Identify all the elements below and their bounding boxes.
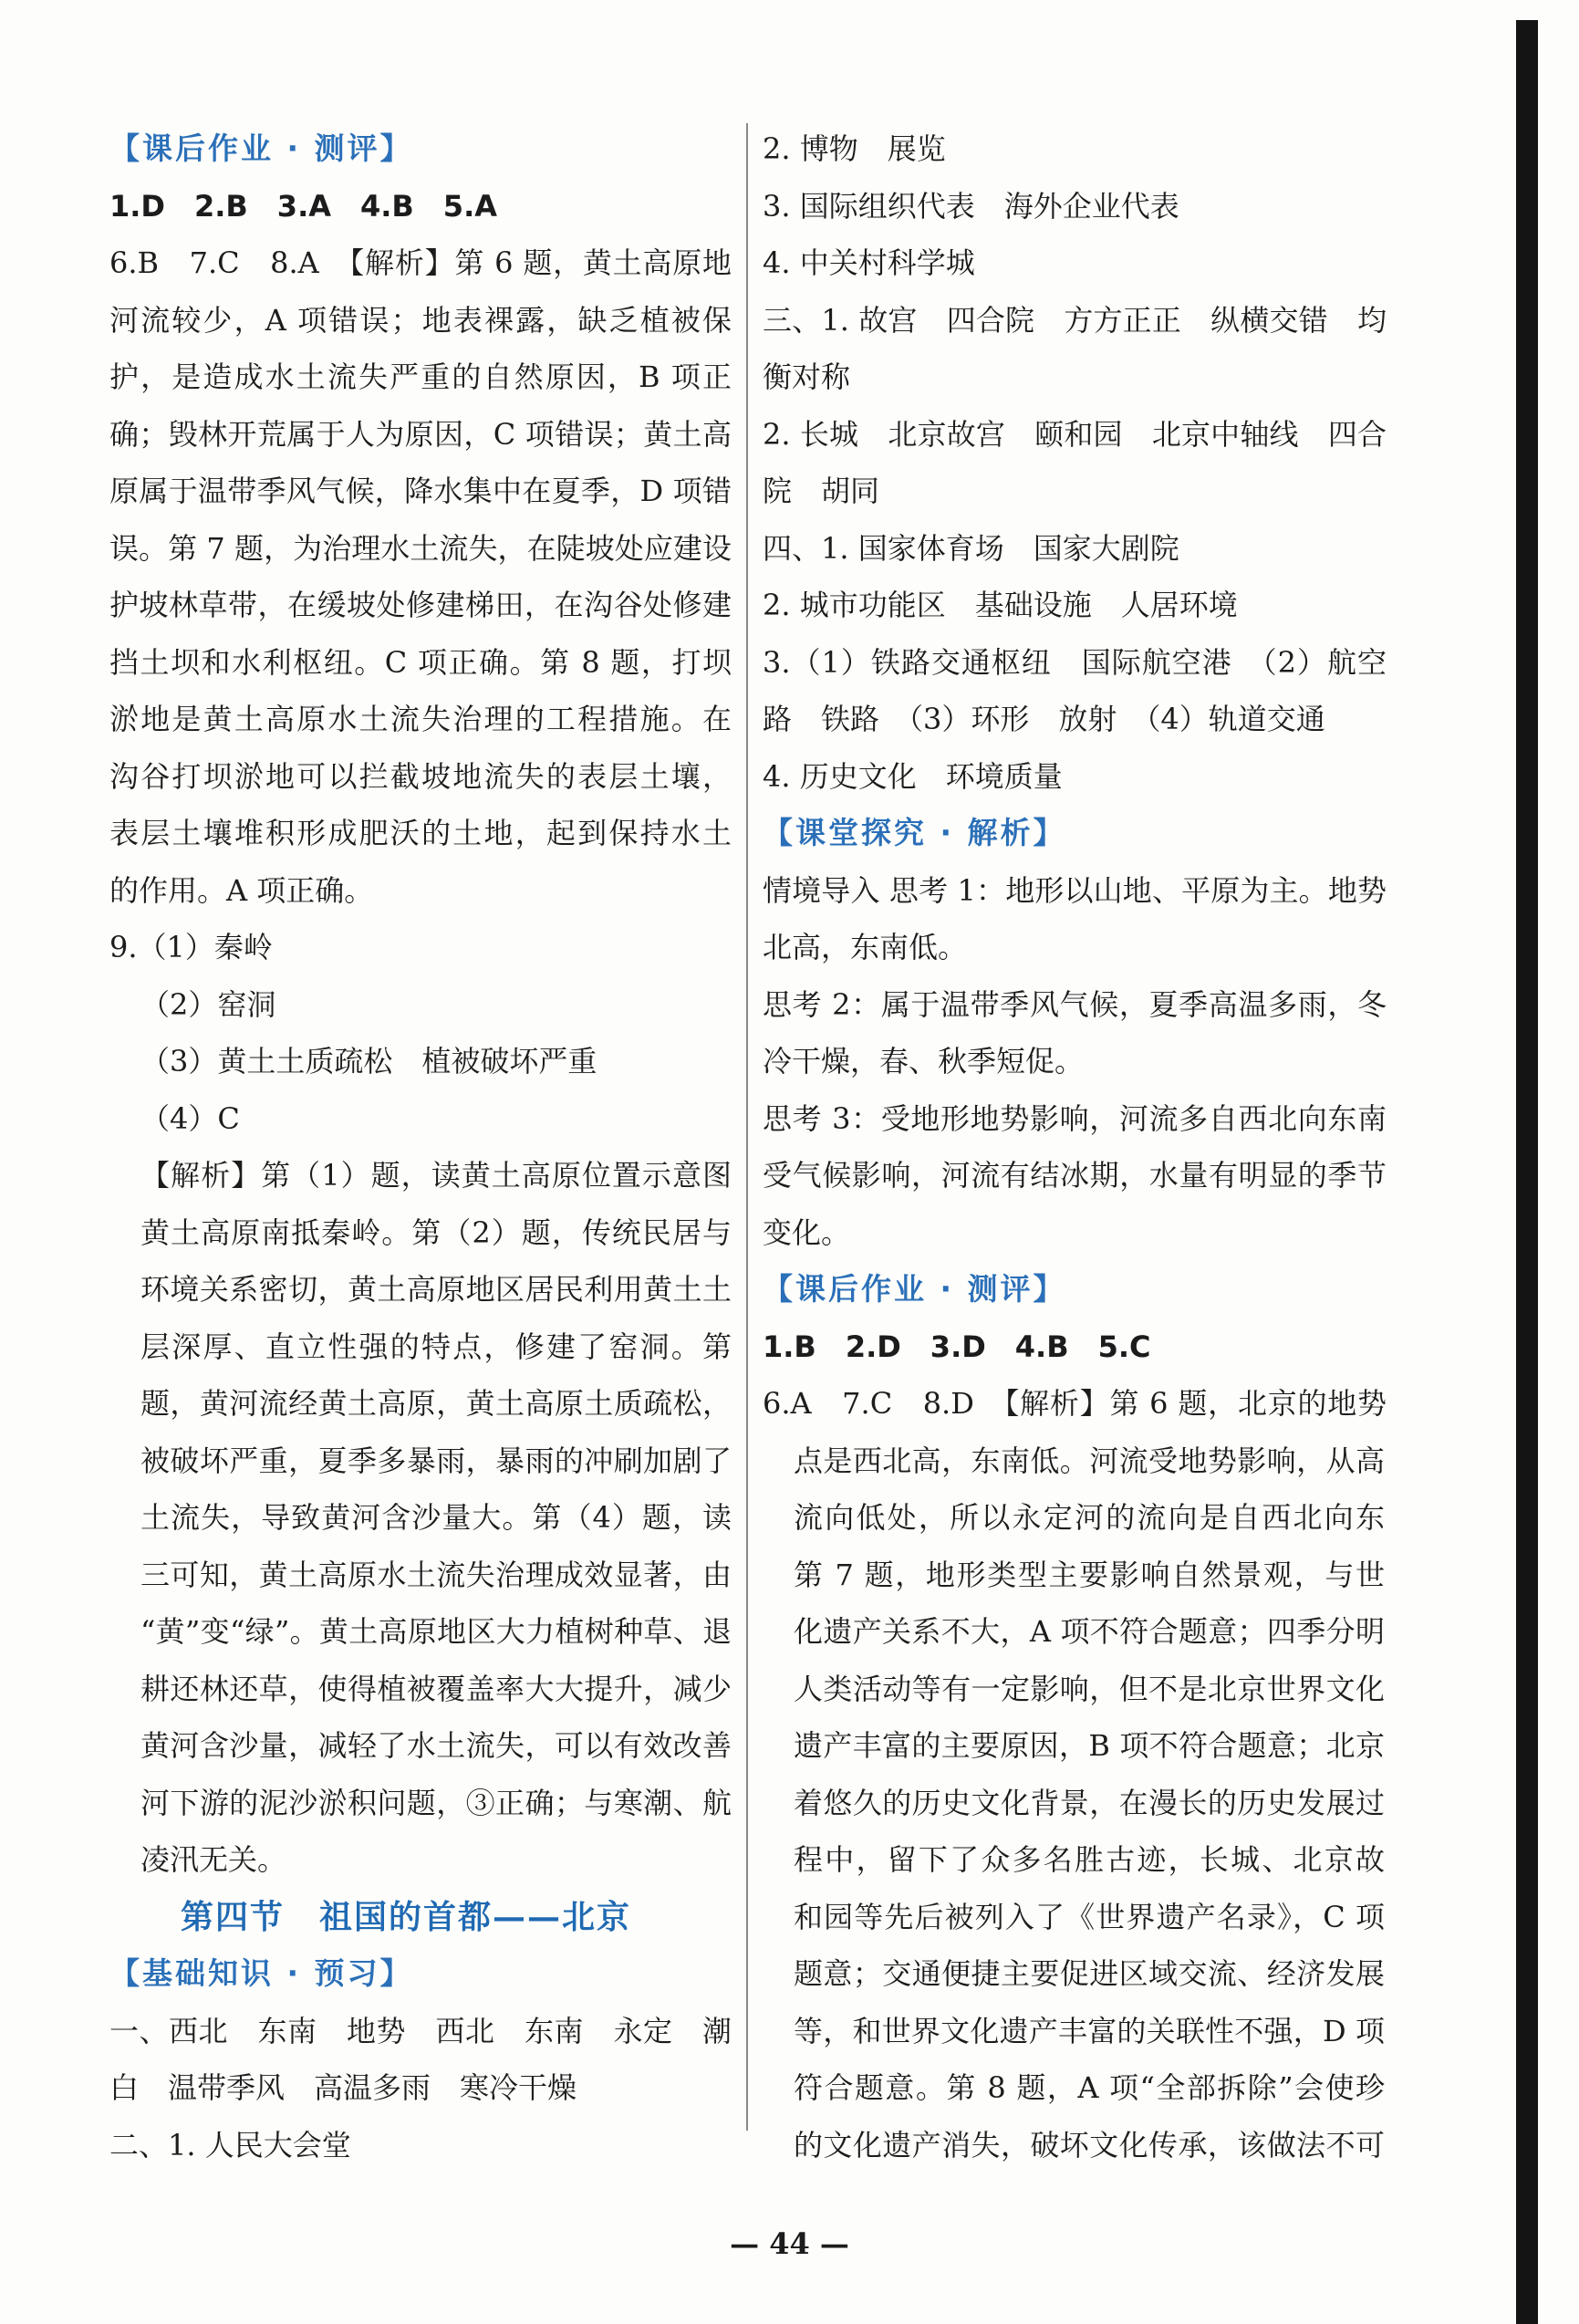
explanation-line: 层深厚、直立性强的特点，修建了窑洞。第 bbox=[140, 1329, 732, 1364]
explanation-line: 的作用。A 项正确。 bbox=[109, 872, 374, 908]
explanation-line: 题意；交通便捷主要促进区域交流、经济发展 bbox=[794, 1956, 1385, 1991]
column-divider bbox=[746, 123, 748, 2131]
answer-line: （4）C bbox=[140, 1100, 240, 1136]
answer-line: 院 胡同 bbox=[763, 474, 880, 508]
explanation-line: 思考 2：属于温带季风气候，夏季高温多雨，冬 bbox=[763, 986, 1387, 1022]
explanation-line: 沟谷打坝淤地可以拦截坡地流失的表层土壤， bbox=[109, 758, 732, 794]
explanation-line: 环境关系密切，黄土高原地区居民利用黄土土 bbox=[140, 1272, 732, 1307]
explanation-line: 第 7 题，地形类型主要影响自然景观，与世 bbox=[794, 1557, 1385, 1592]
explanation-line: 【解析】第（1）题，读黄土高原位置示意图 bbox=[140, 1158, 732, 1193]
section-title-beijing: 第四节 祖国的首都——北京 bbox=[181, 1897, 632, 1936]
page-edge-shadow bbox=[1516, 20, 1538, 2324]
explanation-line: 人类活动等有一定影响，但不是北京世界文化 bbox=[794, 1671, 1385, 1706]
answer-line: 路 铁路 （3）环形 放射 （4）轨道交通 bbox=[763, 702, 1325, 736]
answer-line: 6.A 7.C 8.D 【解析】第 6 题，北京的地势 bbox=[763, 1386, 1387, 1421]
answer-line: （3）黄土土质疏松 植被破坏严重 bbox=[140, 1044, 597, 1079]
explanation-line: 表层土壤堆积形成肥沃的土地，起到保持水土 bbox=[109, 816, 732, 850]
answer-line: 2. 城市功能区 基础设施 人居环境 bbox=[763, 588, 1238, 622]
explanation-line: 耕还林还草，使得植被覆盖率大大提升，减少 bbox=[140, 1671, 732, 1706]
answer-line: 1.D 2.B 3.A 4.B 5.A bbox=[109, 188, 497, 224]
explanation-line: 思考 3：受地形地势影响，河流多自西北向东南 bbox=[763, 1100, 1387, 1136]
answer-line: 一、西北 东南 地势 西北 东南 永定 潮 bbox=[109, 2013, 732, 2048]
answer-line: 1.B 2.D 3.D 4.B 5.C bbox=[763, 1329, 1151, 1364]
explanation-line: 河流较少，A 项错误；地表裸露，缺乏植被保 bbox=[109, 302, 732, 338]
explanation-line: 流向低处，所以永定河的流向是自西北向东 bbox=[794, 1500, 1385, 1535]
explanation-line: 挡土坝和水利枢纽。C 项正确。第 8 题，打坝 bbox=[109, 644, 732, 680]
left-column bbox=[109, 120, 732, 2173]
explanation-line: 等，和世界文化遗产丰富的关联性不强，D 项 bbox=[794, 2013, 1385, 2048]
answer-line: 三、1. 故宫 四合院 方方正正 纵横交错 均 bbox=[763, 302, 1387, 338]
section-header-basic-knowledge: 【基础知识 · 预习】 bbox=[109, 1955, 413, 1991]
right-column bbox=[763, 120, 1387, 2173]
answer-line: 3. 国际组织代表 海外企业代表 bbox=[763, 188, 1179, 224]
explanation-line: 确；毁林开荒属于人为原因，C 项错误；黄土高 bbox=[109, 416, 732, 452]
explanation-line: 护坡林草带，在缓坡处修建梯田，在沟谷处修建 bbox=[109, 588, 732, 622]
answer-line: 9.（1）秦岭 bbox=[109, 930, 273, 964]
explanation-line: 程中，留下了众多名胜古迹，长城、北京故 bbox=[794, 1842, 1385, 1877]
explanation-line: 被破坏严重，夏季多暴雨，暴雨的冲刷加剧了 bbox=[140, 1443, 732, 1478]
answer-line: 2. 长城 北京故宫 颐和园 北京中轴线 四合 bbox=[763, 416, 1387, 452]
answer-line: （2）窑洞 bbox=[140, 986, 276, 1022]
answer-line: 二、1. 人民大会堂 bbox=[109, 2127, 351, 2162]
explanation-line: 土流失，导致黄河含沙量大。第（4）题，读 bbox=[140, 1500, 732, 1535]
answer-line: 白 温带季风 高温多雨 寒冷干燥 bbox=[109, 2070, 577, 2105]
answer-line: 6.B 7.C 8.A 【解析】第 6 题，黄土高原地 bbox=[109, 245, 732, 280]
answer-line: 2. 博物 展览 bbox=[763, 131, 946, 166]
answer-line: 4. 历史文化 环境质量 bbox=[763, 758, 1063, 794]
section-header-homework-eval: 【课后作业 · 测评】 bbox=[109, 130, 413, 166]
explanation-line: 和园等先后被列入了《世界遗产名录》，C 项 bbox=[794, 1899, 1385, 1934]
answer-line: 3.（1）铁路交通枢纽 国际航空港 （2）航空 bbox=[763, 644, 1387, 680]
explanation-line: 情境导入 思考 1：地形以山地、平原为主。地势 bbox=[763, 872, 1387, 908]
answer-line: 衡对称 bbox=[763, 360, 851, 394]
explanation-line: 北高，东南低。 bbox=[763, 930, 968, 964]
section-header-homework-eval-2: 【课后作业 · 测评】 bbox=[763, 1271, 1066, 1307]
explanation-line: 三可知，黄土高原水土流失治理成效显著，由 bbox=[140, 1557, 732, 1592]
explanation-line: 的文化遗产消失，破坏文化传承，该做法不可 bbox=[794, 2127, 1385, 2162]
explanation-line: 河下游的泥沙淤积问题，③正确；与寒潮、航 bbox=[140, 1785, 732, 1820]
explanation-line: 遗产丰富的主要原因，B 项不符合题意；北京 bbox=[794, 1728, 1385, 1763]
explanation-line: 变化。 bbox=[763, 1214, 851, 1250]
explanation-line: 化遗产关系不大，A 项不符合题意；四季分明 bbox=[794, 1614, 1385, 1649]
explanation-line: 黄河含沙量，减轻了水土流失，可以有效改善 bbox=[140, 1728, 732, 1763]
answer-line: 四、1. 国家体育场 国家大剧院 bbox=[763, 530, 1179, 566]
explanation-line: 淤地是黄土高原水土流失治理的工程措施。在 bbox=[109, 702, 732, 736]
explanation-line: 误。第 7 题，为治理水土流失，在陡坡处应建设 bbox=[109, 530, 732, 566]
explanation-line: 凌汛无关。 bbox=[140, 1842, 287, 1877]
explanation-line: 护，是造成水土流失严重的自然原因，B 项正 bbox=[109, 360, 732, 394]
explanation-line: 点是西北高，东南低。河流受地势影响，从高 bbox=[794, 1443, 1385, 1478]
explanation-line: 黄土高原南抵秦岭。第（2）题，传统民居与 bbox=[140, 1214, 732, 1250]
answer-line: 4. 中关村科学城 bbox=[763, 245, 975, 280]
explanation-line: 题，黄河流经黄土高原，黄土高原土质疏松， bbox=[140, 1386, 732, 1421]
section-header-class-inquiry: 【课堂探究 · 解析】 bbox=[763, 815, 1066, 850]
explanation-line: 原属于温带季风气候，降水集中在夏季，D 项错 bbox=[109, 474, 732, 508]
page-number: — 44 — bbox=[730, 2226, 849, 2261]
explanation-line: 受气候影响，河流有结冰期，水量有明显的季节 bbox=[763, 1158, 1387, 1193]
explanation-line: 着悠久的历史文化背景，在漫长的历史发展过 bbox=[794, 1785, 1385, 1820]
explanation-line: 冷干燥，春、秋季短促。 bbox=[763, 1044, 1085, 1079]
explanation-line: “黄”变“绿”。黄土高原地区大力植树种草、退 bbox=[140, 1614, 732, 1649]
explanation-line: 符合题意。第 8 题，A 项“全部拆除”会使珍 bbox=[794, 2070, 1385, 2105]
